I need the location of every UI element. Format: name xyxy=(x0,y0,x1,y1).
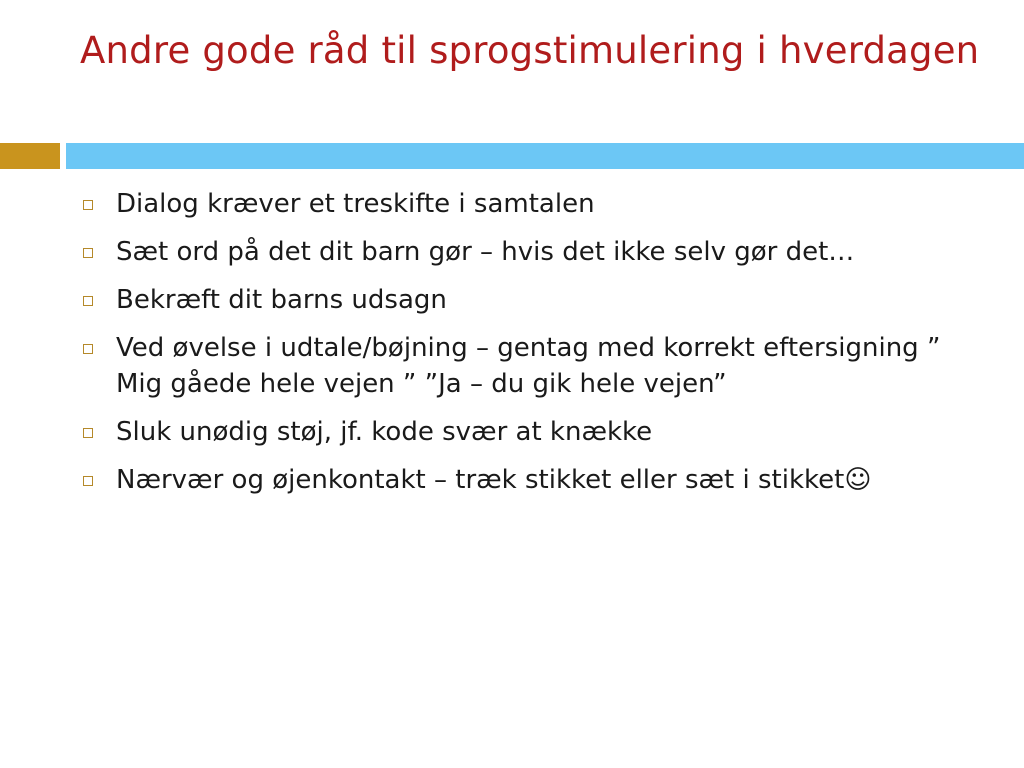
bullet-item xyxy=(80,282,980,318)
bullet-item xyxy=(80,462,980,498)
hollow-square-bullet-icon xyxy=(83,296,93,306)
bullet-item xyxy=(80,330,980,402)
bullet-item xyxy=(80,234,980,270)
title-accent-bar-gold xyxy=(0,143,60,169)
hollow-square-bullet-icon xyxy=(83,428,93,438)
bullet-item xyxy=(80,186,980,222)
hollow-square-bullet-icon xyxy=(83,344,93,354)
slide-title: Andre gode råd til sprogstimulering i hverdagen xyxy=(80,29,980,72)
bullet-text: Dialog kræver et treskifte i samtalen xyxy=(116,189,595,219)
bullet-text: Ved øvelse i udtale/bøjning – gentag med korrekt eftersigning ” Mig gåede hele vejen ” ”Ja – du gik hele vejen” xyxy=(116,333,941,399)
bullet-text: Bekræft dit barns udsagn xyxy=(116,285,447,315)
title-accent-bar-blue xyxy=(66,143,1024,169)
bullet-text: Sæt ord på det dit barn gør – hvis det ikke selv gør det… xyxy=(116,237,855,267)
bullet-item xyxy=(80,414,980,450)
hollow-square-bullet-icon xyxy=(83,200,93,210)
bullet-list xyxy=(80,186,980,510)
bullet-text: Sluk unødig støj, jf. kode svær at knække xyxy=(116,417,653,447)
hollow-square-bullet-icon xyxy=(83,248,93,258)
bullet-text: Nærvær og øjenkontakt – træk stikket eller sæt i stikket☺ xyxy=(116,465,872,495)
hollow-square-bullet-icon xyxy=(83,476,93,486)
